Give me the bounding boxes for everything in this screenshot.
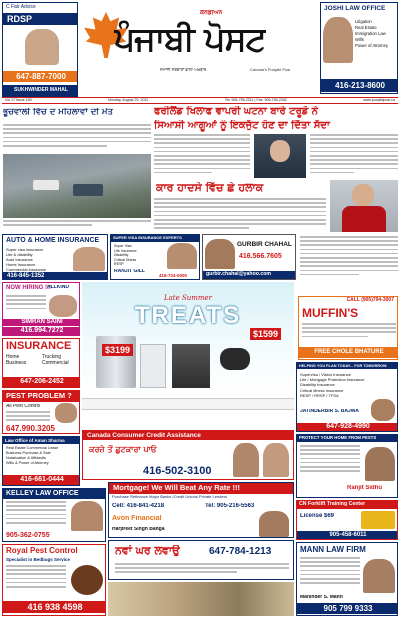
kelley-phone: 905-362-0755 <box>6 532 50 539</box>
gurbir-name: GURBIR CHAHAL <box>237 241 292 248</box>
left-ad-brand: RDSP <box>3 13 78 25</box>
joshi-service: Litigation <box>355 19 372 24</box>
website-line: www.punjabipost.ca <box>363 98 395 103</box>
muffins-ad[interactable] <box>298 296 398 360</box>
left-ad-phone: 647-887-7000 <box>3 71 78 82</box>
pest-problem-ad[interactable] <box>2 390 80 434</box>
classified-ad[interactable] <box>108 540 294 580</box>
insurance-item: Commercial <box>42 360 69 366</box>
credit-photo-1 <box>233 443 259 477</box>
mortgage-title: Mortgage! We Will Beat Any Rate !!! <box>109 483 293 494</box>
insurance-ad[interactable] <box>2 338 80 388</box>
right-column-text <box>300 236 398 280</box>
help-title: HELPING YOU PLAN TODAY... FOR TOMORROW <box>297 363 397 369</box>
treats-ad[interactable] <box>82 282 294 396</box>
right-ad-joshi[interactable] <box>320 2 398 94</box>
forklift-ad[interactable] <box>296 500 398 540</box>
masthead-canadian-label: ਕੈਨੇਡੀਅਨ <box>200 10 223 16</box>
aman-title: Law Office of Aman Sharma <box>3 437 79 444</box>
bottom-image-strip <box>108 582 294 616</box>
hiring-photo <box>49 295 77 317</box>
credit-assistance-ad[interactable] <box>82 430 294 480</box>
forklift-title: CN Forklift Training Center <box>297 501 397 509</box>
royal-pest-image <box>71 565 103 595</box>
joshi-services-list <box>355 19 397 49</box>
masthead <box>80 2 318 94</box>
left-article-text <box>3 124 151 152</box>
aman-phone: 416-661-0444 <box>3 475 80 485</box>
hiring-name: SIMRAN SAINI <box>3 319 80 326</box>
insurance-item: Trucking <box>42 354 61 360</box>
royal-subtitle: Specialist in Bedbugs Service <box>6 557 71 562</box>
auto-ad-item: Super visa insurance <box>6 247 44 252</box>
auto-ad-phone: 416-845-1352 <box>3 272 108 280</box>
joshi-service: Immigration Law <box>355 31 386 36</box>
kelley-photo <box>71 501 103 531</box>
help-photo <box>371 399 395 421</box>
visa-ad-item: Disability <box>114 253 129 258</box>
phone-line: Tel: 905-795-2211 | Fax: 905-795-2262 <box>224 98 287 103</box>
gurbir-ad[interactable] <box>202 234 296 280</box>
main-article-text <box>154 134 250 176</box>
date-line: Monday, August 29, 2022 <box>107 98 149 103</box>
earbuds-image <box>220 348 250 370</box>
help-item: RESP / RRSP / TFSA <box>300 392 339 398</box>
visa-ad-item: Life Insurance <box>114 248 137 253</box>
accident-article-text <box>154 198 326 232</box>
visa-ad-item: Critical Illness <box>114 257 137 262</box>
mortgage-brand: Avon Financial <box>112 515 162 522</box>
masthead-title: ਪੰਜਾਬੀ ਪੋਸਟ <box>114 20 266 58</box>
auto-ad-item: Commercial Insurance <box>6 267 47 272</box>
mann-title: MANN LAW FIRM <box>300 545 366 554</box>
super-visa-ad[interactable] <box>110 234 200 280</box>
kelley-law-ad[interactable] <box>2 488 106 542</box>
muffins-offer: FREE CHOLE BHATURE <box>299 347 398 358</box>
help-name: JATINDERBIR S. BAJWA <box>300 409 359 414</box>
protect-title: PROTECT YOUR HOME FROM PESTS <box>297 435 397 442</box>
hiring-phone: 416.994.7272 <box>3 327 80 335</box>
joshi-service: Wills <box>355 37 364 42</box>
mortgage-line1: Purchase Refinance Major Banks /Credit Unions Private Lenders <box>112 495 227 499</box>
aman-item: Real Estate Commercial Lease <box>6 446 59 450</box>
muffins-phone: CALL (905)794-3007 <box>346 297 394 303</box>
protect-home-ad[interactable] <box>296 434 398 498</box>
royal-phone: 416 938 4598 <box>3 601 106 613</box>
insurance-item: Business <box>6 360 27 366</box>
help-item: Life / Mortgage Protection Insurance <box>300 377 365 383</box>
hockey-player-photo <box>330 180 398 232</box>
gurbir-photo <box>205 239 235 269</box>
insurance-title: INSURANCE <box>6 340 72 352</box>
main-headline-2[interactable]: ਸਿਆਸੀ ਆਗੂਆਂ ਨੂੰ ਇਕਜੁੱਟ ਹੋਣ ਦਾ ਦਿੱਤਾ ਸੱਦਾ <box>154 120 330 131</box>
forklift-license: License $69 <box>300 513 335 519</box>
masthead-info-strip <box>2 97 398 104</box>
mann-law-ad[interactable] <box>296 542 398 616</box>
auto-ad-item: Life & disability <box>6 252 33 257</box>
mortgage-photo <box>259 511 289 537</box>
pest-photo <box>55 403 77 423</box>
hiring-brand: ALLKIND <box>47 285 69 290</box>
masthead-slogan: ਸਮਾਜੀ ਸਰੋਕਾਰਾਂ ਵਾਲਾ ਅਖ਼ਬਾਰ <box>160 68 207 72</box>
hiring-ad[interactable] <box>2 282 80 336</box>
visa-ad-title: SUPER VISA INSURANCE EXPERTS <box>111 235 199 242</box>
visa-ad-photo <box>167 243 197 269</box>
visa-ad-item: RESP <box>114 262 124 267</box>
kelley-title: KELLEY LAW OFFICE <box>3 489 105 499</box>
mann-photo <box>363 559 395 593</box>
credit-photo-2 <box>263 443 289 477</box>
joshi-phone: 416-213-8600 <box>321 79 398 92</box>
left-ad-rdsp[interactable] <box>2 2 78 98</box>
pest-title: PEST PROBLEM ? <box>3 391 79 402</box>
visa-ad-name: RANJIT GILL <box>114 269 145 274</box>
muffins-name: MUFFIN'S <box>302 307 359 320</box>
classified-punjabi: ਨਵਾਂ ਘਰ ਲਵਾਉ <box>115 545 180 557</box>
protect-name: Ranjit Sidhu <box>347 485 382 491</box>
classified-phone: 647-784-1213 <box>209 546 272 557</box>
volume-line: Vol 17 Issue 169 <box>5 98 32 103</box>
help-item: Critical Illness Insurance <box>300 387 344 393</box>
pest-phone: 647.990.3205 <box>6 424 55 433</box>
gurbir-email: gurbir.chahal@yahoo.com <box>203 271 296 279</box>
mortgage-name: Harpreet Singh Banga <box>112 527 165 532</box>
left-headline[interactable]: ਭੂਚੋਵਾਲੀ ਵਿੱਚ ਦੋ ਮਹਿਲਾਵਾਂ ਦੀ ਮੌਤ <box>3 108 113 117</box>
masthead-tagline: Canada's Punjabi Post <box>250 68 291 72</box>
auto-ad-item: Home Insurance <box>6 262 36 267</box>
main-headline-1[interactable]: ਫਰੀਲੈਂਡ ਖਿਲਾਫ ਵਾਪਰੀ ਘਟਨਾ ਬਾਰੇ ਟਰੂਡੋ ਨੇ <box>154 106 318 117</box>
aman-item: Business Purchase & Sale <box>6 451 51 455</box>
left-ad-name: SUKHWINDER MAHAL <box>3 85 78 97</box>
credit-phone: 416-502-3100 <box>143 465 212 477</box>
aman-item: Notarization & Affidavits <box>6 456 47 460</box>
treats-price-1: $1599 <box>250 328 281 340</box>
auto-ad-title: AUTO & HOME INSURANCE <box>6 237 100 244</box>
main-article-text-2 <box>310 134 398 176</box>
treats-title: TREATS <box>134 302 242 329</box>
royal-title: Royal Pest Control <box>6 546 78 555</box>
pest-services: All Pest Control <box>6 404 41 409</box>
treats-script: Late Summer <box>163 294 213 302</box>
joshi-service: Power of Attorney <box>355 43 389 48</box>
mortgage-tel: Tel: 905-216-5563 <box>205 503 255 509</box>
help-phone: 647-928-4990 <box>297 423 398 431</box>
helping-ad[interactable] <box>296 362 398 432</box>
joshi-service: Real Estate <box>355 25 377 30</box>
trudeau-photo <box>254 134 306 178</box>
left-article-text-2 <box>3 220 151 230</box>
help-item: Disability Insurance <box>300 382 335 388</box>
left-ad-photo <box>25 29 59 65</box>
credit-title: Canada Consumer Credit Assistance <box>83 431 293 440</box>
auto-ad-item: Auto Insurance <box>6 257 33 262</box>
mann-name: Maninder S. Mann <box>300 595 343 600</box>
accident-photo <box>3 154 151 218</box>
hiring-title: NOW HIRING !!! <box>6 285 51 291</box>
gurbir-phone: 416.566.7605 <box>239 253 282 260</box>
accident-headline[interactable]: ਕਾਰ ਹਾਦਸੇ ਵਿੱਚ ਛੇ ਹਲਾਕ <box>156 182 264 194</box>
mortgage-cell: Cell: 416-841-4218 <box>112 503 165 509</box>
stove-image <box>172 344 210 388</box>
aman-item: Wills & Power of Attorney <box>6 461 49 465</box>
joshi-photo <box>323 17 353 63</box>
insurance-item: Home <box>6 354 20 360</box>
joshi-firm-name: JOSHI LAW OFFICE <box>324 5 386 12</box>
auto-ad-photo <box>73 247 105 271</box>
mortgage-ad[interactable] <box>108 482 294 538</box>
aman-sharma-ad[interactable] <box>2 436 80 486</box>
forklift-phone: 905-458-6011 <box>297 531 398 540</box>
help-item: Supervisa / Visitor Insurance <box>300 372 351 377</box>
treats-price-2: $3199 <box>102 344 133 356</box>
royal-pest-ad[interactable] <box>2 544 106 616</box>
forklift-image <box>361 511 395 529</box>
mann-phone: 905 799 9333 <box>297 603 398 614</box>
washer-image <box>140 344 166 388</box>
insurance-phone: 647-206-2452 <box>3 377 80 387</box>
visa-ad-item: Super Visa <box>114 244 132 248</box>
credit-punjabi: ਕਰਜ਼ੇ ਤੋਂ ਛੁਟਕਾਰਾ ਪਾਓ <box>89 445 157 454</box>
visa-ad-phone: 416-724-0000 <box>159 273 188 278</box>
appliance-brands-strip <box>82 398 294 410</box>
left-ad-top-label: C Fair Advice <box>6 4 36 10</box>
protect-photo <box>365 447 395 481</box>
auto-insurance-ad[interactable] <box>2 234 108 280</box>
